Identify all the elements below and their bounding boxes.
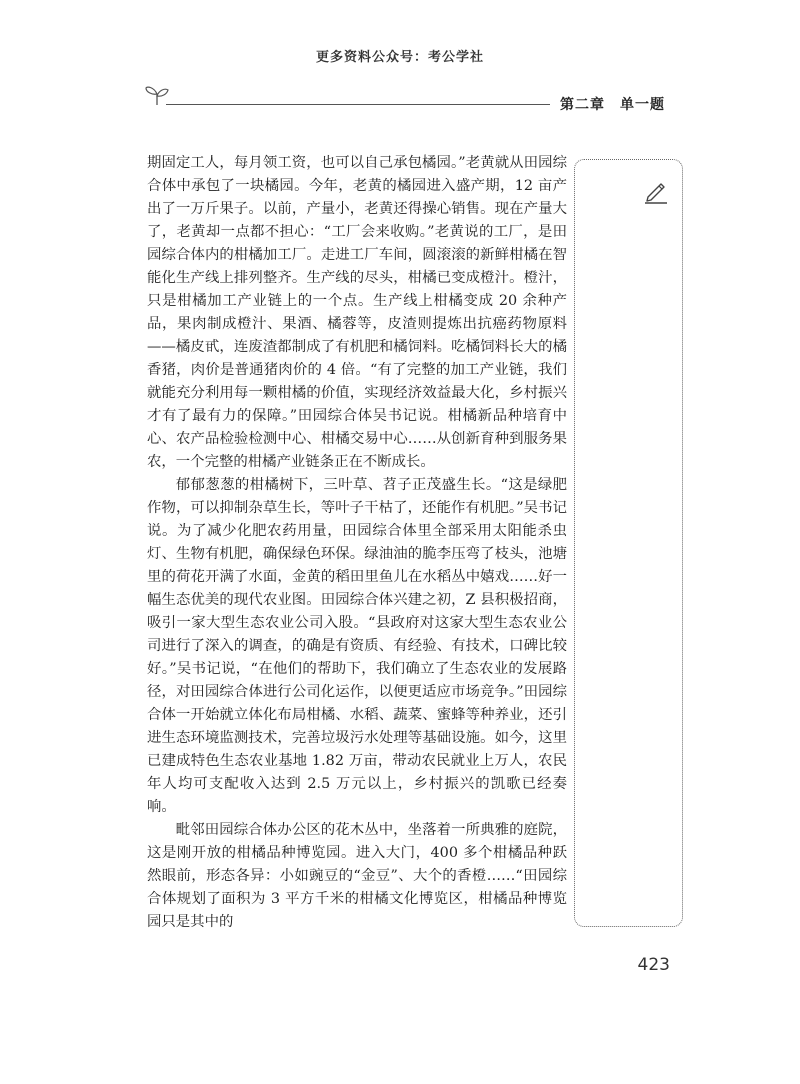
header-rule	[166, 104, 550, 105]
paragraph-1: 期固定工人，每月领工资，也可以自己承包橘园。”老黄就从田园综合体中承包了一块橘园。今年，老黄的橘园进入盛产期，12 亩产出了一万斤果子。以前，产量小，老黄还得操心销售。现在产量大了，老黄却一点都不担心：“工厂会来收购。”老黄说的工厂，是田园综合体内的柑橘加工厂。走进工厂车间，圆滚滚的新鲜柑橘在智能化生产线上排列整齐。生产线的尽头，柑橘已变成橙汁。橙汁，只是柑橘加工产业链上的一个点。生产线上柑橘变成 20 余种产品，果肉制成橙汁、果酒、橘蓉等，皮渣则提炼出抗癌药物原料——橘皮甙，连废渣都制成了有机肥和橘饲料。吃橘饲料长大的橘香猪，肉价是普通猪肉价的 4 倍。“有了完整的加工产业链，我们就能充分利用每一颗柑橘的价值，实现经济效益最大化，乡村振兴才有了最有力的保障。”田园综合体吴书记说。柑橘新品种培育中心、农产品检验检测中心、柑橘交易中心……从创新育种到服务果农，一个完整的柑橘产业链条正在不断成长。	[147, 155, 567, 470]
top-banner: 更多资料公众号：考公学社	[315, 50, 484, 65]
pencil-icon	[642, 178, 670, 204]
body-text	[147, 152, 567, 934]
paragraph-2: 郁郁葱葱的柑橘树下，三叶草、苕子正茂盛生长。“这是绿肥作物，可以抑制杂草生长，等叶子干枯了，还能作有机肥。”吴书记说。为了减少化肥农药用量，田园综合体里全部采用太阳能杀虫灯、生物有机肥，确保绿色环保。绿油油的脆李压弯了枝头，池塘里的荷花开满了水面，金黄的稻田里鱼儿在水稻丛中嬉戏……好一幅生态优美的现代农业图。田园综合体兴建之初，Z 县积极招商，吸引一家大型生态农业公司入股。“县政府对这家大型生态农业公司进行了深入的调查，的确是有资质、有经验、有技术，口碑比较好。”吴书记说，“在他们的帮助下，我们确立了生态农业的发展路径，对田园综合体进行公司化运作，以便更适应市场竞争。”田园综合体一开始就立体化布局柑橘、水稻、蔬菜、蜜蜂等种养业，还引进生态环境监测技术，完善垃圾污水处理等基础设施。如今，这里已建成特色生态农业基地 1.82 万亩，带动农民就业上万人，农民年人均可支配收入达到 2.5 万元以上，乡村振兴的凯歌已经奏响。	[147, 477, 567, 815]
notes-panel	[574, 159, 683, 927]
chapter-title: 第二章 单一题	[560, 97, 665, 113]
page-number: 423	[637, 955, 670, 975]
sprout-icon	[144, 84, 170, 106]
paragraph-3: 毗邻田园综合体办公区的花木丛中，坐落着一所典雅的庭院，这是刚开放的柑橘品种博览园。进入大门，400 多个柑橘品种跃然眼前，形态各异：小如豌豆的“金豆”、大个的香橙……“田园综合体规划了面积为 3 平方千米的柑橘文化博览区，柑橘品种博览园只是其中的	[147, 822, 567, 930]
